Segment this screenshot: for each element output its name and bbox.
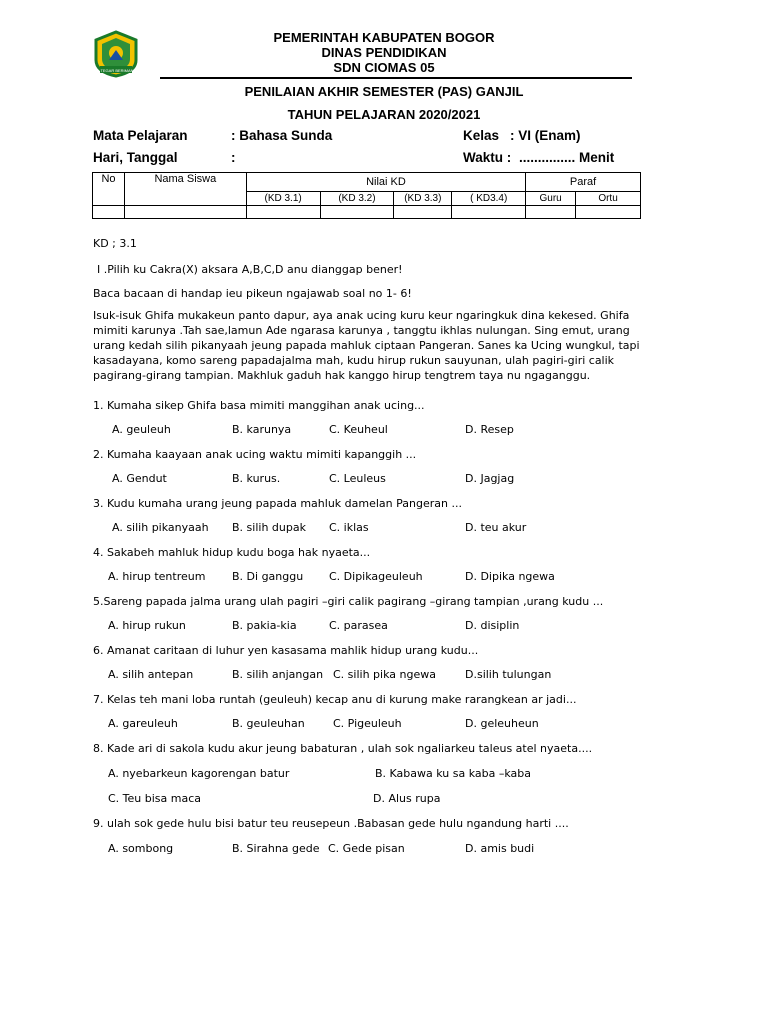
answer-option[interactable]: A. silih pikanyaah (112, 521, 209, 534)
answer-option[interactable]: B. Sirahna gede (232, 842, 320, 855)
ortu-header: Ortu (576, 192, 641, 206)
guru-header: Guru (526, 192, 576, 206)
answer-option[interactable]: A. sombong (108, 842, 174, 855)
answer-option[interactable]: A. hirup rukun (108, 619, 186, 632)
no-header: No (93, 173, 125, 206)
answer-option[interactable]: B. silih anjangan (232, 668, 324, 681)
answer-option[interactable]: A. gareuleuh (108, 717, 178, 730)
answer-option[interactable]: B. silih dupak (232, 521, 306, 534)
table-cell (246, 206, 320, 219)
question-text: 2. Kumaha kaayaan anak ucing waktu mimiti kapanggih ... (93, 448, 417, 461)
kd-header: (KD 3.3) (394, 192, 452, 206)
class-label: Kelas (463, 128, 500, 143)
question-text: 9. ulah sok gede hulu bisi batur teu reusepeun .Babasan gede hulu ngandung harti .... (93, 817, 569, 830)
answer-option[interactable]: D.silih tulungan (465, 668, 552, 681)
table-cell (394, 206, 452, 219)
instruction: I .Pilih ku Cakra(X) aksara A,B,C,D anu dianggap bener! (97, 263, 403, 276)
question-text: 3. Kudu kumaha urang jeung papada mahluk damelan Pangeran ... (93, 497, 462, 510)
reading-instruction: Baca bacaan di handap ieu pikeun ngajawab soal no 1- 6! (93, 287, 412, 300)
time-value: ............... Menit (519, 150, 615, 165)
table-cell (93, 206, 125, 219)
answer-option[interactable]: D. amis budi (465, 842, 535, 855)
answer-option[interactable]: C. iklas (329, 521, 369, 534)
question-text: 8. Kade ari di sakola kudu akur jeung babaturan , ulah sok ngaliarkeu taleus atel nyaeta.... (93, 742, 593, 755)
answer-option[interactable]: D. Dipika ngewa (465, 570, 555, 583)
logo-motto: TEGAR BERIMAN (100, 68, 134, 73)
passage-line: kasadayana, komo sareng papadajalma mah, kudu hirup rukun sauyunan, ulah pagiri-giri calik (93, 354, 615, 367)
answer-option[interactable]: C. Gede pisan (328, 842, 405, 855)
passage-line: Isuk-isuk Ghifa mukakeun panto dapur, aya anak ucing kuru keur ngaringkuk dina kekesed. Ghifa (93, 309, 630, 322)
exam-title: PENILAIAN AKHIR SEMESTER (PAS) GANJIL (244, 84, 524, 99)
date-value: : (231, 150, 236, 165)
kd-header: ( KD3.4) (452, 192, 526, 206)
exam-year: TAHUN PELAJARAN 2020/2021 (287, 107, 481, 122)
answer-option[interactable]: C. parasea (329, 619, 388, 632)
reading-passage (93, 308, 649, 383)
answer-option[interactable]: D. teu akur (465, 521, 527, 534)
paraf-header: Paraf (526, 173, 641, 192)
answer-option[interactable]: B. karunya (232, 423, 292, 436)
passage-line: pagirang-girang tampian. Makhluk gaduh hak kanggo hirup tengtrem taya nu ngaganggu. (93, 369, 591, 382)
question-text: 6. Amanat caritaan di luhur yen kasasama mahlik hidup urang kudu... (93, 644, 479, 657)
answer-option[interactable]: C. Pigeuleuh (333, 717, 402, 730)
answer-option[interactable]: B. kurus. (232, 472, 281, 485)
question-text: 7. Kelas teh mani loba runtah (geuleuh) kecap anu di kurung make rarangkean ar jadi... (93, 693, 577, 706)
nilai-header: Nilai KD (246, 173, 525, 192)
table-cell (526, 206, 576, 219)
question-text: 5.Sareng papada jalma urang ulah pagiri –giri calik pagirang –girang tampian ,urang kudu ... (93, 595, 604, 608)
name-header: Nama Siswa (124, 173, 246, 206)
answer-option[interactable]: D. disiplin (465, 619, 520, 632)
kd-header: (KD 3.1) (246, 192, 320, 206)
kd-label: KD ; 3.1 (93, 237, 137, 250)
answer-option[interactable]: B. Kabawa ku sa kaba –kaba (375, 767, 532, 780)
answer-option[interactable]: A. geuleuh (112, 423, 171, 436)
answer-option[interactable]: D. geleuheun (465, 717, 539, 730)
passage-line: mimiti karunya .Tah sae,lamun Ade ngarasa karunya , tanggtu ikhlas nulungan. Sing emut, urang (93, 324, 630, 337)
answer-option[interactable]: C. Leuleus (329, 472, 386, 485)
question-text: 4. Sakabeh mahluk hidup kudu boga hak nyaeta... (93, 546, 371, 559)
regency-logo (92, 30, 142, 80)
answer-option[interactable]: A. silih antepan (108, 668, 194, 681)
subject-label: Mata Pelajaran (93, 128, 188, 143)
subject-value: : Bahasa Sunda (231, 128, 333, 143)
answer-option[interactable]: A. nyebarkeun kagorengan batur (108, 767, 290, 780)
answer-option[interactable]: B. pakia-kia (232, 619, 297, 632)
answer-option[interactable]: B. Di ganggu (232, 570, 304, 583)
answer-option[interactable]: C. Keuheul (329, 423, 388, 436)
table-cell (320, 206, 394, 219)
passage-line: urang kedah silih pikanyaah jeung papada mahluk ciptaan Pangeran. Sanes ka Ucing wungkul, tapi (93, 339, 640, 352)
header-government: PEMERINTAH KABUPATEN BOGOR (273, 30, 495, 45)
header-school: SDN CIOMAS 05 (333, 60, 435, 75)
answer-option[interactable]: C. silih pika ngewa (333, 668, 436, 681)
table-cell (124, 206, 246, 219)
answer-option[interactable]: C. Teu bisa maca (108, 792, 202, 805)
answer-option[interactable]: D. Alus rupa (373, 792, 441, 805)
answer-option[interactable]: A. hirup tentreum (108, 570, 206, 583)
answer-option[interactable]: D. Jagjag (465, 472, 515, 485)
answer-option[interactable]: B. geuleuhan (232, 717, 305, 730)
time-label: Waktu : (463, 150, 512, 165)
answer-option[interactable]: C. Dipikageuleuh (329, 570, 423, 583)
score-table (92, 172, 641, 219)
header-department: DINAS PENDIDIKAN (321, 45, 447, 60)
header-divider (160, 77, 632, 79)
table-cell (576, 206, 641, 219)
answer-option[interactable]: A. Gendut (112, 472, 167, 485)
kd-header: (KD 3.2) (320, 192, 394, 206)
answer-option[interactable]: D. Resep (465, 423, 514, 436)
date-label: Hari, Tanggal (93, 150, 178, 165)
question-text: 1. Kumaha sikep Ghifa basa mimiti manggihan anak ucing... (93, 399, 425, 412)
class-value: : VI (Enam) (510, 128, 581, 143)
table-cell (452, 206, 526, 219)
